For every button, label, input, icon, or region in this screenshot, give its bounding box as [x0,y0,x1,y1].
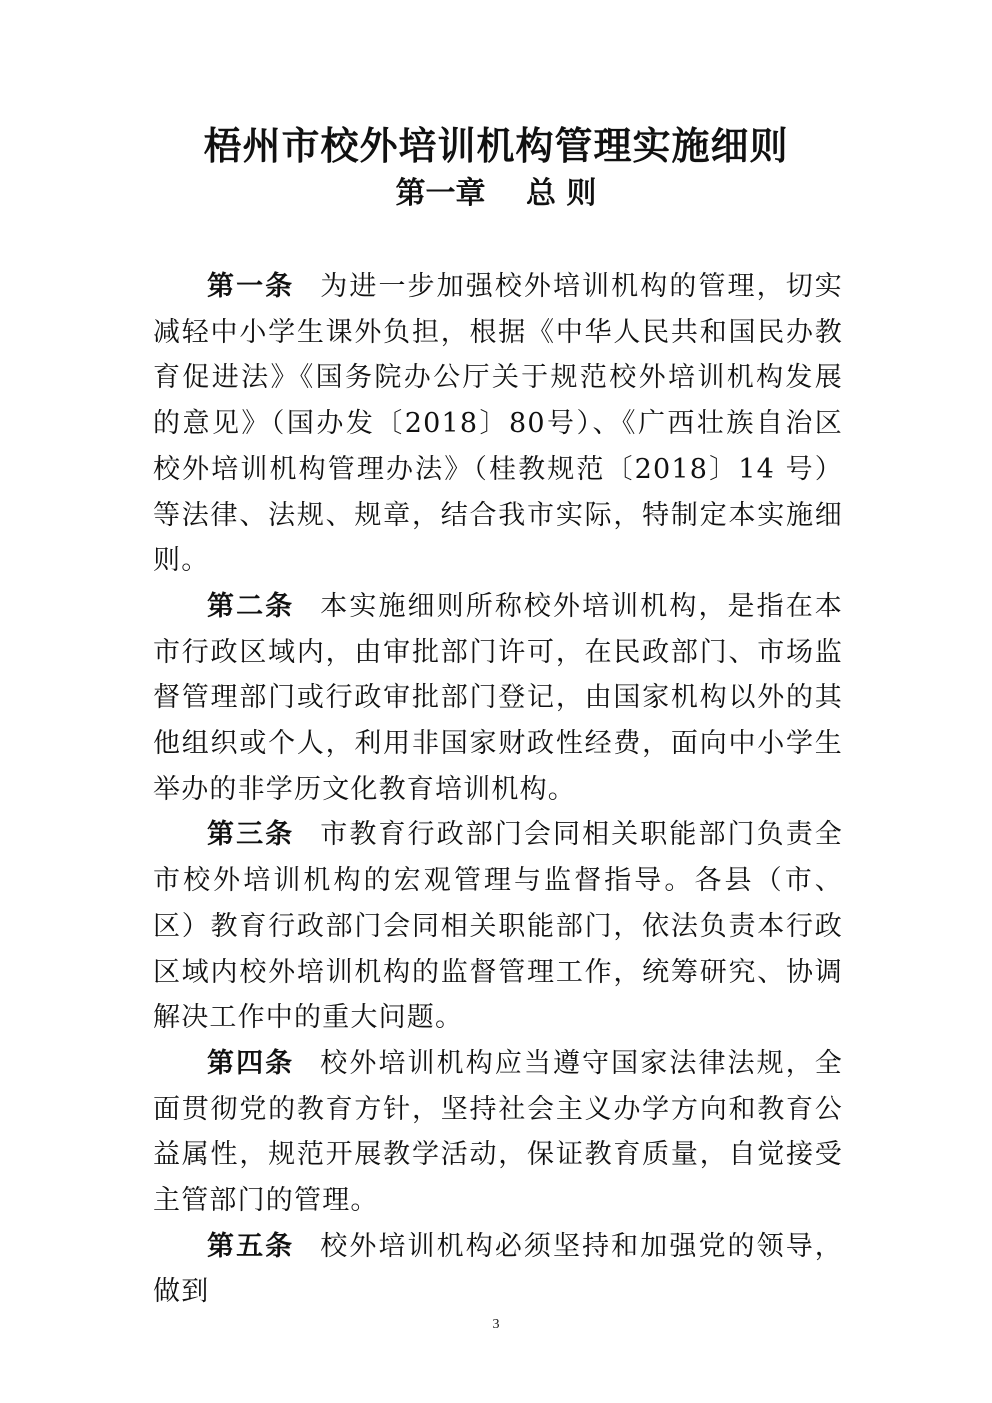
document-title: 梧州市校外培训机构管理实施细则 [203,123,789,168]
document-body [153,264,843,1315]
article-text: 校外培训机构必须坚持和加强党的领导，做到 [153,1230,843,1308]
article-text: 本实施细则所称校外培训机构，是指在本市行政区域内，由审批部门许可，在民政部门、市场监督管理部门或行政审批部门登记，由国家机构以外的其他组织或个人，利用非国家财政性经费，面向中小学生举办的非学历文化教育培训机构。 [153,590,843,805]
article-label: 第四条 [207,1047,295,1079]
article-label: 第五条 [207,1230,295,1262]
page-number: 3 [492,1317,500,1332]
article-2 [153,584,843,813]
article-1 [153,264,843,584]
article-label: 第一条 [207,271,295,302]
article-label: 第三条 [207,819,295,851]
article-text: 市教育行政部门会同相关职能部门负责全市校外培训机构的宏观管理与监督指导。各县（市、区）教育行政部门会同相关职能部门，依法负责本行政区域内校外培训机构的监督管理工作，统筹研究、协调解决工作中的重大问题。 [153,819,843,1034]
chapter-heading: 第一章 总 则 [395,176,597,211]
article-4 [153,1041,843,1224]
article-text: 校外培训机构应当遵守国家法律法规，全面贯彻党的教育方针，坚持社会主义办学方向和教育公益属性，规范开展教学活动，保证教育质量，自觉接受主管部门的管理。 [153,1047,843,1217]
article-text: 为进一步加强校外培训机构的管理，切实减轻中小学生课外负担，根据《中华人民共和国民办教育促进法》《国务院办公厅关于规范校外培训机构发展的意见》（国办发〔2018〕80号）、《广西壮族自治区校外培训机构管理办法》（桂教规范〔2018〕14 号）等法律、法规、规章，结合我市实际，特制定本实施细则。 [153,271,843,577]
article-5 [153,1224,843,1315]
article-label: 第二条 [207,590,295,622]
article-3 [153,812,843,1041]
